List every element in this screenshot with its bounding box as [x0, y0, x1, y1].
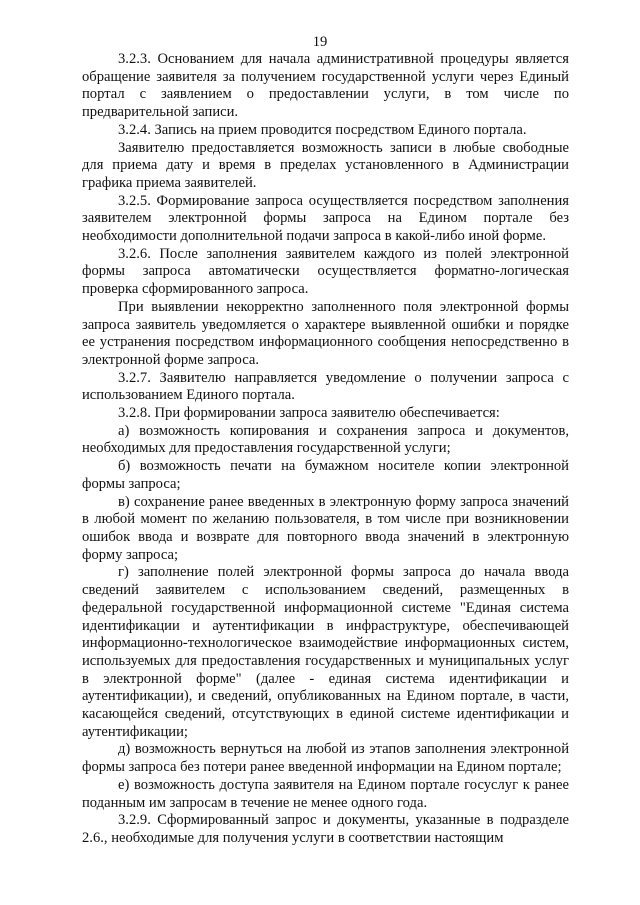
page-number: 19: [312, 34, 328, 50]
paragraph-3-2-7: 3.2.7. Заявителю направляется уведомление о получении запроса с использованием Единого портала.: [82, 369, 569, 404]
paragraph-3-2-5: 3.2.5. Формирование запроса осуществляется посредством заполнения заявителем электронной формы запроса на Едином портале без необходимости дополнительной подачи запроса в какой-либо иной форме.: [82, 192, 569, 245]
paragraph-3-2-9: 3.2.9. Сформированный запрос и документы, указанные в подразделе 2.6., необходимые для получения услуги в соответствии настоящим: [82, 812, 569, 846]
paragraph-3-2-8: 3.2.8. При формировании запроса заявителю обеспечивается:: [118, 405, 500, 422]
paragraph-appointment-slots: Заявителю предоставляется возможность записи в любые свободные для приема дату и время в пределах установленного в Администрации графика приема заявителей.: [82, 139, 569, 191]
list-item-d: д) возможность вернуться на любой из этапов заполнения электронной формы запроса без потери ранее введенной информации на Едином портале;: [82, 741, 569, 776]
paragraph-3-2-6: 3.2.6. После заполнения заявителем каждого из полей электронной формы запроса автоматически осуществляется форматно-логическая проверка сформированного запроса.: [82, 245, 569, 298]
list-item-a: а) возможность копирования и сохранения запроса и документов, необходимых для предоставления государственной услуги;: [82, 422, 569, 457]
list-item-g: г) заполнение полей электронной формы запроса до начала ввода сведений заявителем с использованием сведений, размещенных в федеральной государственной информационной системе "Единая система идентификации и аутентификации в инфраструктуре, обеспечивающей информационно-технологическое взаимодействие информационных систем, используемых для предоставления государственных и муниципальных услуг в электронной форме" (далее - единая система идентификации и аутентификации), и сведений, опубликованных на Едином портале, в части, касающейся сведений, отсутствующих в единой системе идентификации и аутентификации;: [82, 564, 569, 740]
paragraph-3-2-4: 3.2.4. Запись на прием проводится посредством Единого портала.: [118, 121, 527, 138]
document-body: [82, 51, 569, 848]
paragraph-3-2-3: 3.2.3. Основанием для начала административной процедуры является обращение заявителя за получением государственной услуги через Единый портал с заявлением о предоставлении услуги, в том числе по предварительной записи.: [82, 51, 569, 121]
list-item-v: в) сохранение ранее введенных в электронную форму запроса значений в любой момент по желанию пользователя, в том числе при возникновении ошибок ввода и возврате для повторного ввода значений в электронную форму запроса;: [82, 493, 569, 563]
list-item-e: е) возможность доступа заявителя на Едином портале госуслуг к ранее поданным им запросам в течение не менее одного года.: [82, 776, 569, 811]
paragraph-error-notification: При выявлении некорректно заполненного поля электронной формы запроса заявитель уведомляется о характере выявленной ошибки и порядке ее устранения посредством информационного сообщения непосредственно в электронной форме запроса.: [82, 298, 569, 368]
list-item-b: б) возможность печати на бумажном носителе копии электронной формы запроса;: [82, 458, 569, 492]
